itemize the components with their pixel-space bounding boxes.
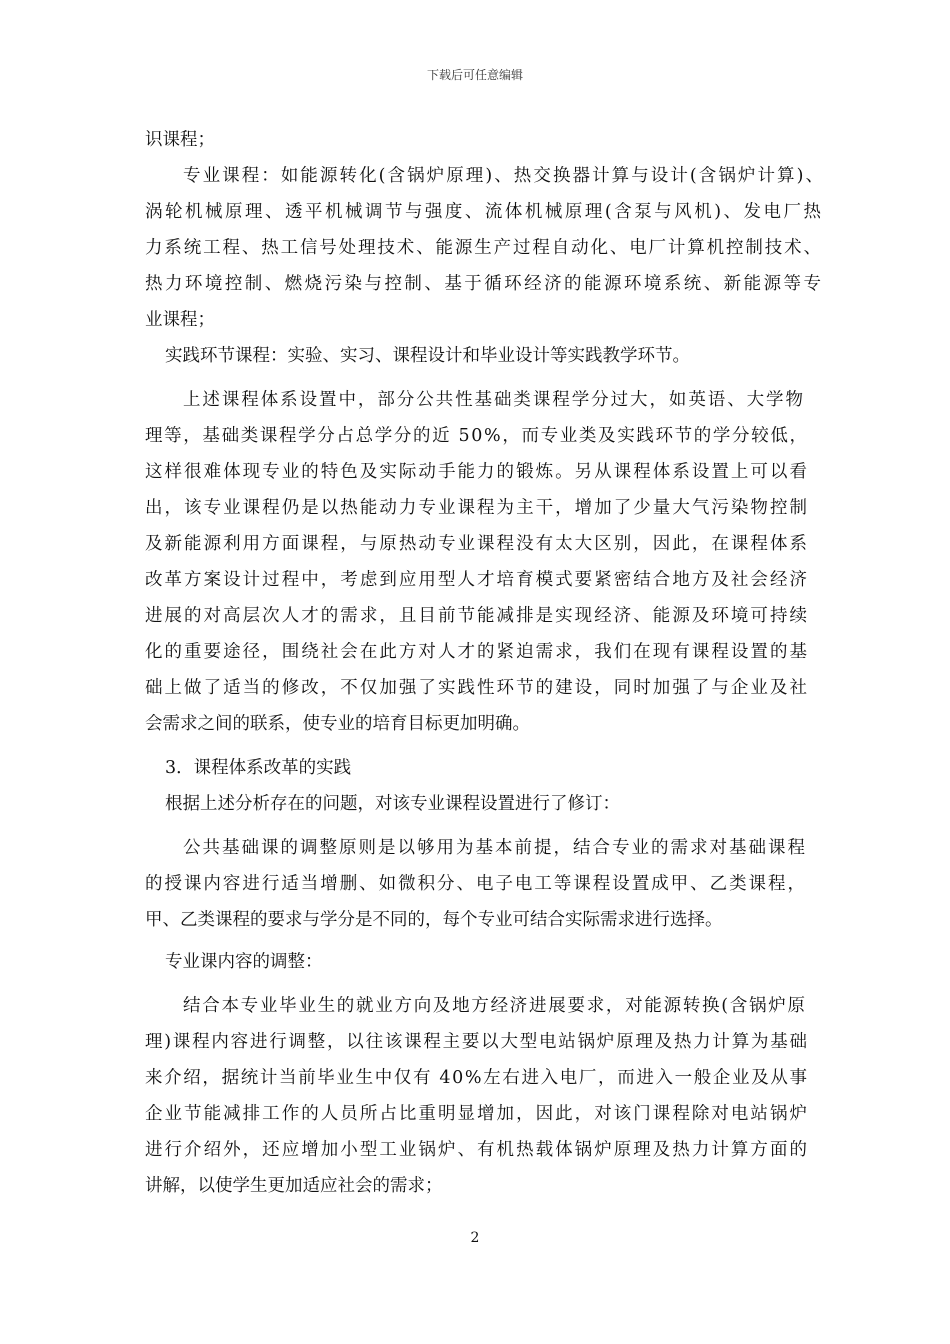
- page-header: 下载后可任意编辑: [426, 68, 523, 82]
- text-line: 结合本专业毕业生的就业方向及地方经济进展要求，对能源转换(含锅炉原: [183, 996, 807, 1016]
- text-line: 上述课程体系设置中，部分公共性基础类课程学分过大，如英语、大学物: [183, 390, 805, 410]
- text-line: 公共基础课的调整原则是以够用为基本前提，结合专业的需求对基础课程: [183, 838, 807, 858]
- text-line: 企业节能减排工作的人员所占比重明显增加，因此，对该门课程除对电站锅炉: [145, 1104, 810, 1124]
- text-line: 根据上述分析存在的问题，对该专业课程设置进行了修订：: [165, 794, 620, 814]
- text-line: 热力环境控制、燃烧污染与控制、基于循环经济的能源环境系统、新能源等专: [145, 274, 824, 294]
- text-line: 理)课程内容进行调整，以往该课程主要以大型电站锅炉原理及热力计算为基础: [145, 1032, 809, 1052]
- text-line: 涡轮机械原理、透平机械调节与强度、流体机械原理(含泵与风机)、发电厂热: [145, 202, 824, 222]
- text-line: 改革方案设计过程中，考虑到应用型人才培育模式要紧密结合地方及社会经济: [145, 570, 810, 590]
- text-line: 理等，基础类课程学分占总学分的近 50%，而专业类及实践环节的学分较低，: [145, 426, 809, 446]
- text-line: 这样很难体现专业的特色及实际动手能力的锻炼。另从课程体系设置上可以看: [145, 462, 810, 482]
- text-line: 甲、乙类课程的要求与学分是不同的，每个专业可结合实际需求进行选择。: [145, 910, 723, 930]
- text-line: 础上做了适当的修改，不仅加强了实践性环节的建设，同时加强了与企业及社: [145, 678, 810, 698]
- text-line: 化的重要途径，围绕社会在此方对人才的紧迫需求，我们在现有课程设置的基: [145, 642, 810, 662]
- text-line: 及新能源利用方面课程，与原热动专业课程没有太大区别，因此，在课程体系: [145, 534, 810, 554]
- text-line: 3．课程体系改革的实践: [165, 758, 352, 778]
- text-line: 专业课程：如能源转化(含锅炉原理)、热交换器计算与设计(含锅炉计算)、: [183, 166, 826, 186]
- text-line: 业课程；: [145, 310, 215, 330]
- text-line: 的授课内容进行适当增删、如微积分、电子电工等课程设置成甲、乙类课程，: [145, 874, 807, 894]
- text-line: 力系统工程、热工信号处理技术、能源生产过程自动化、电厂计算机控制技术、: [145, 238, 823, 258]
- text-line: 实践环节课程：实验、实习、课程设计和毕业设计等实践教学环节。: [165, 346, 690, 366]
- page-number: 2: [470, 1230, 480, 1246]
- text-line: 进展的对高层次人才的需求，且目前节能减排是实现经济、能源及环境可持续: [145, 606, 810, 626]
- text-line: 讲解，以使学生更加适应社会的需求；: [145, 1176, 443, 1196]
- text-line: 会需求之间的联系，使专业的培育目标更加明确。: [145, 714, 530, 734]
- text-line: 出，该专业课程仍是以热能动力专业课程为主干，增加了少量大气污染物控制: [145, 498, 810, 518]
- text-line: 进行介绍外，还应增加小型工业锅炉、有机热载体锅炉原理及热力计算方面的: [145, 1140, 810, 1160]
- text-line: 识课程；: [145, 130, 215, 150]
- text-line: 专业课内容的调整：: [165, 952, 323, 972]
- text-line: 来介绍，据统计当前毕业生中仅有 40%左右进入电厂，而进入一般企业及从事: [145, 1068, 809, 1088]
